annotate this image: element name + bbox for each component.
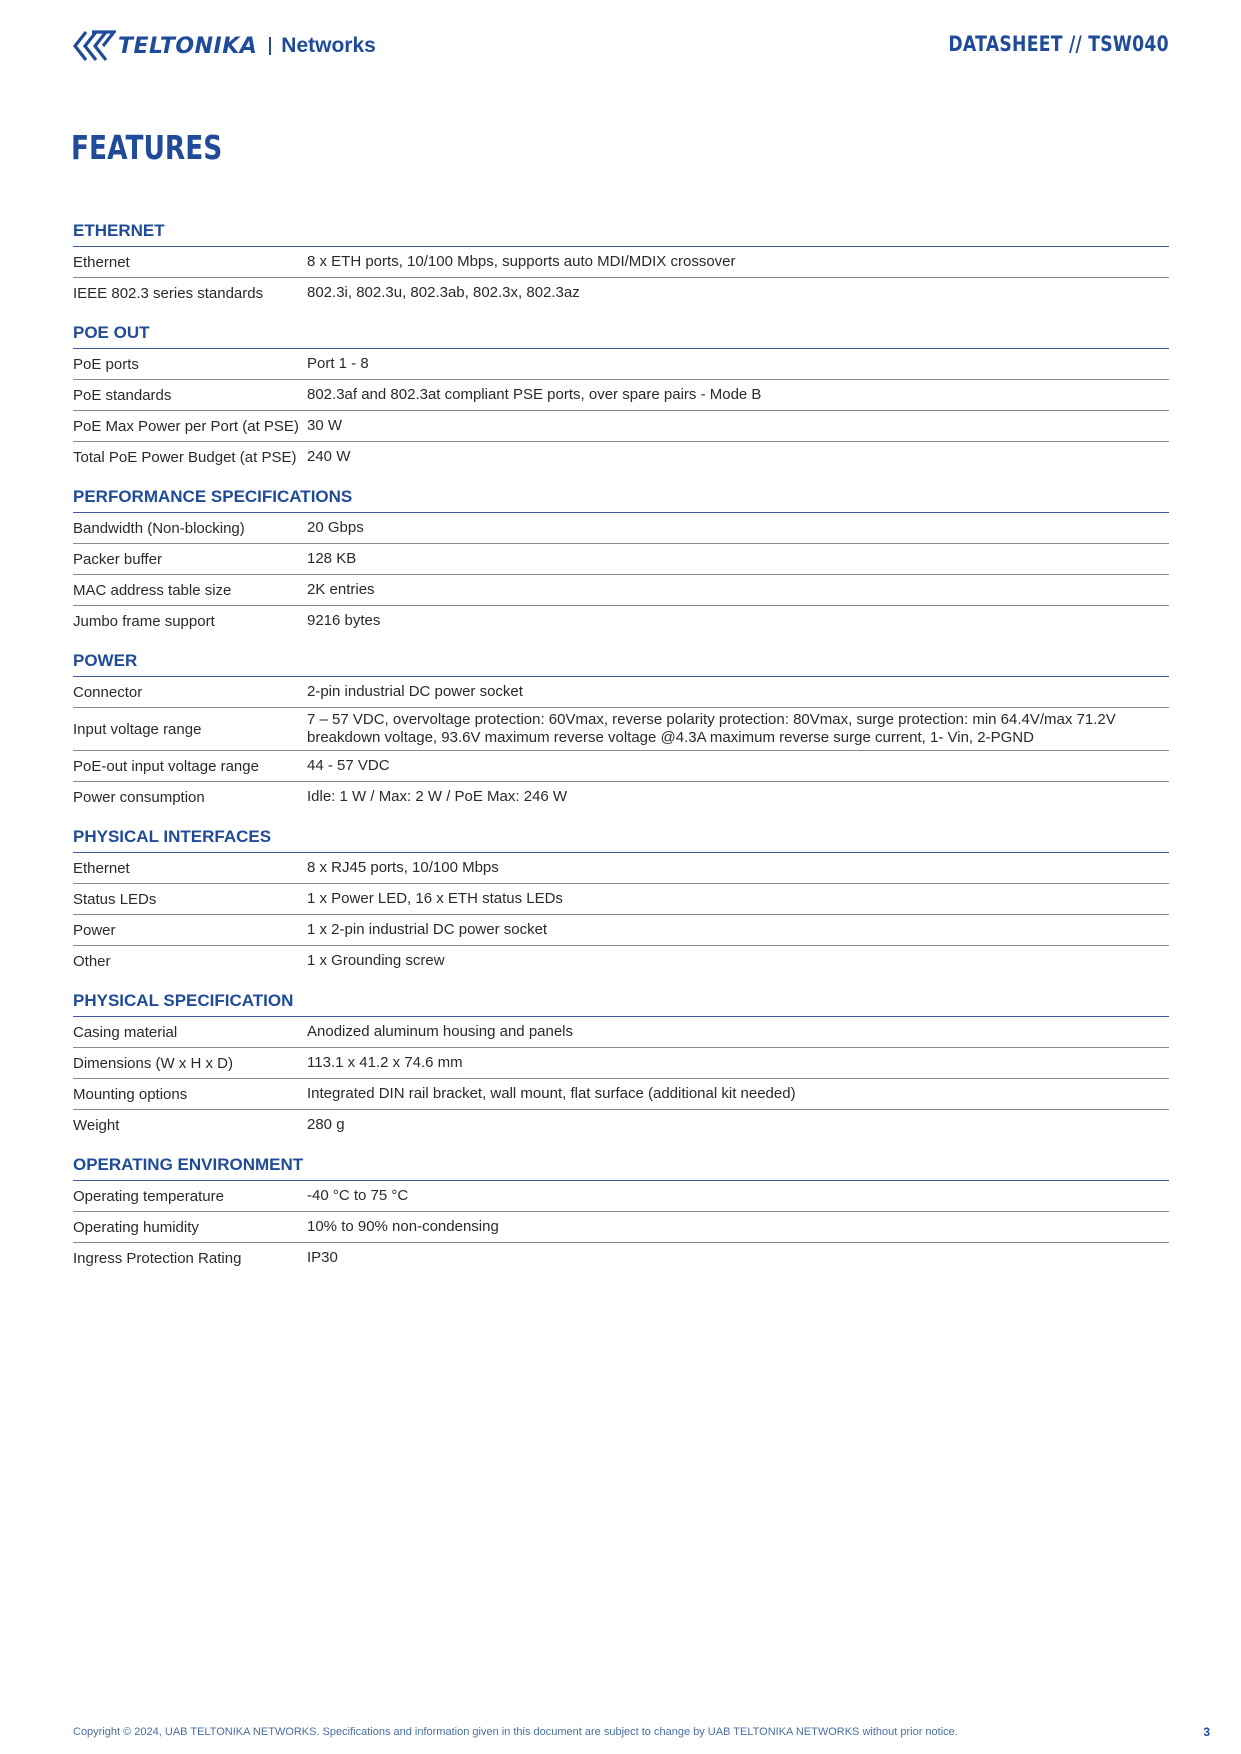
page-title: FEATURES (71, 128, 223, 167)
spec-section (73, 986, 1169, 1140)
spec-section (73, 482, 1169, 636)
spec-row (73, 853, 1169, 884)
spec-label: Power consumption (73, 788, 205, 806)
spec-value: 240 W (307, 448, 351, 465)
spec-section (73, 1150, 1169, 1273)
spec-row (73, 544, 1169, 575)
spec-value: 802.3af and 802.3at compliant PSE ports, over spare pairs - Mode B (307, 386, 762, 403)
spec-label: IEEE 802.3 series standards (73, 284, 264, 302)
spec-value: IP30 (307, 1249, 338, 1266)
spec-row (73, 1181, 1169, 1212)
page-header (72, 26, 1169, 66)
spec-row (73, 1048, 1169, 1079)
spec-value: 1 x Power LED, 16 x ETH status LEDs (307, 890, 563, 907)
features-tables (73, 216, 1169, 1283)
spec-label: MAC address table size (73, 581, 232, 599)
spec-row (73, 513, 1169, 544)
spec-label: Dimensions (W x H x D) (73, 1054, 234, 1072)
section-title: OPERATING ENVIRONMENT (73, 1150, 1169, 1181)
spec-row (73, 946, 1169, 976)
spec-label: Total PoE Power Budget (at PSE) (73, 448, 297, 466)
spec-value: 10% to 90% non-condensing (307, 1218, 499, 1235)
spec-value: Port 1 - 8 (307, 355, 369, 372)
spec-row (73, 349, 1169, 380)
spec-label: Input voltage range (73, 720, 202, 738)
teltonika-logo (72, 28, 376, 64)
spec-value: Anodized aluminum housing and panels (307, 1023, 574, 1040)
spec-row (73, 442, 1169, 472)
spec-label: PoE-out input voltage range (73, 757, 259, 775)
spec-value: 1 x 2-pin industrial DC power socket (307, 921, 548, 938)
teltonika-mark-icon (72, 28, 116, 64)
section-title: POWER (73, 646, 1169, 677)
document-id: DATASHEET // TSW040 (948, 32, 1169, 56)
spec-row (73, 1110, 1169, 1140)
spec-row (73, 708, 1169, 751)
spec-section (73, 646, 1169, 812)
spec-row (73, 915, 1169, 946)
spec-section (73, 822, 1169, 976)
spec-label: Operating humidity (73, 1218, 199, 1236)
logo-divider (269, 37, 271, 55)
spec-label: Weight (73, 1116, 120, 1134)
spec-value: 113.1 x 41.2 x 74.6 mm (307, 1054, 463, 1071)
spec-value: 20 Gbps (307, 519, 364, 536)
spec-row (73, 575, 1169, 606)
spec-row (73, 278, 1169, 308)
spec-value: 2K entries (307, 581, 375, 598)
spec-label: Connector (73, 683, 143, 701)
spec-label: PoE standards (73, 386, 172, 404)
spec-value: 8 x RJ45 ports, 10/100 Mbps (307, 859, 499, 876)
spec-label: Mounting options (73, 1085, 188, 1103)
spec-label: Ingress Protection Rating (73, 1249, 242, 1267)
section-title: PERFORMANCE SPECIFICATIONS (73, 482, 1169, 513)
spec-label: Ethernet (73, 859, 130, 877)
spec-label: Power (73, 921, 116, 939)
spec-value: 30 W (307, 417, 343, 434)
section-title: PHYSICAL SPECIFICATION (73, 986, 1169, 1017)
spec-value: Idle: 1 W / Max: 2 W / PoE Max: 246 W (307, 788, 568, 805)
copyright-notice: Copyright © 2024, UAB TELTONIKA NETWORKS. Specifications and information given in this document are subject to change by UAB TELTONIKA NETWORKS without prior notice. (73, 1726, 958, 1738)
spec-row (73, 247, 1169, 278)
section-title: PHYSICAL INTERFACES (73, 822, 1169, 853)
brand-subtitle: Networks (281, 34, 376, 57)
page-number: 3 (1203, 1725, 1210, 1739)
spec-value: 280 g (307, 1116, 345, 1133)
brand-name: TELTONIKA (118, 33, 258, 59)
spec-value: Integrated DIN rail bracket, wall mount, flat surface (additional kit needed) (307, 1085, 796, 1102)
spec-row (73, 751, 1169, 782)
spec-label: Packer buffer (73, 550, 162, 568)
spec-label: Bandwidth (Non-blocking) (73, 519, 245, 537)
spec-row (73, 1212, 1169, 1243)
section-title: ETHERNET (73, 216, 1169, 247)
spec-row (73, 782, 1169, 812)
spec-value: 8 x ETH ports, 10/100 Mbps, supports auto MDI/MDIX crossover (307, 253, 736, 270)
spec-label: Status LEDs (73, 890, 157, 908)
spec-row (73, 606, 1169, 636)
spec-value: 9216 bytes (307, 612, 381, 629)
spec-row (73, 1079, 1169, 1110)
spec-label: Other (73, 952, 111, 970)
spec-value: 44 - 57 VDC (307, 757, 390, 774)
spec-section (73, 318, 1169, 472)
spec-label: Ethernet (73, 253, 130, 271)
spec-value: -40 °C to 75 °C (307, 1187, 409, 1204)
section-title: POE OUT (73, 318, 1169, 349)
spec-row (73, 1243, 1169, 1273)
spec-label: Operating temperature (73, 1187, 224, 1205)
spec-section (73, 216, 1169, 308)
spec-row (73, 884, 1169, 915)
spec-label: PoE Max Power per Port (at PSE) (73, 417, 299, 435)
spec-row (73, 380, 1169, 411)
spec-row (73, 411, 1169, 442)
page-footer (73, 1726, 1210, 1738)
spec-value: 2-pin industrial DC power socket (307, 683, 523, 700)
spec-value: 802.3i, 802.3u, 802.3ab, 802.3x, 802.3az (307, 284, 580, 301)
spec-row (73, 677, 1169, 708)
spec-value: 7 – 57 VDC, overvoltage protection: 60Vmax, reverse polarity protection: 80Vmax, surge protection: min 64.4V/max 71.2V breakdown voltage, 93.6V maximum reverse voltage @4.3A maximum reverse surge current, 1- Vin, 2-PGND (307, 711, 1116, 746)
spec-value: 1 x Grounding screw (307, 952, 445, 969)
spec-label: Jumbo frame support (73, 612, 215, 630)
spec-label: PoE ports (73, 355, 139, 373)
spec-label: Casing material (73, 1023, 178, 1041)
spec-value: 128 KB (307, 550, 357, 567)
spec-row (73, 1017, 1169, 1048)
